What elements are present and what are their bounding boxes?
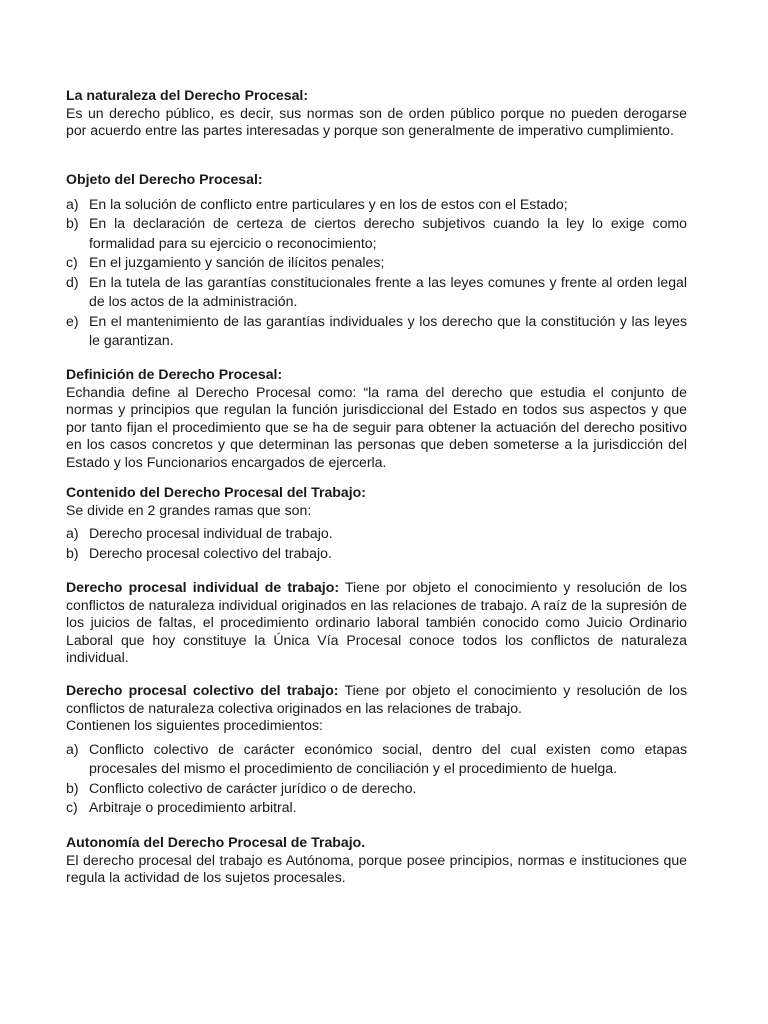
list-item-text: En la tutela de las garantías constitucionales frente a las leyes comunes y frente al orden legal de los actos de la administración. bbox=[89, 273, 687, 309]
section-contenido bbox=[66, 484, 687, 563]
list-marker: a) bbox=[66, 525, 79, 541]
list-marker: a) bbox=[66, 195, 79, 212]
paragraph-naturaleza: Es un derecho público, es decir, sus normas son de orden público porque no pueden derogarse por acuerdo entre las partes interesadas y porque son generalmente de imperativo cumplimiento. bbox=[66, 104, 687, 138]
list-marker: b) bbox=[66, 215, 79, 231]
list-item bbox=[66, 779, 687, 799]
heading-naturaleza: La naturaleza del Derecho Procesal: bbox=[66, 87, 309, 103]
list-contenido bbox=[66, 524, 687, 563]
paragraph-definicion: Echandia define al Derecho Procesal como: “la rama del derecho que estudia el conjunto de normas y principios que regulan la función jurisdiccional del Estado en todos sus aspectos y que por tanto fijan el procedimiento que se ha de seguir para obtener la actuación del derecho positivo en los casos concretos y que determinan las personas que deben someterse a la jurisdicción del Estado y los Funcionarios encargados de ejercerla. bbox=[66, 383, 687, 470]
list-item bbox=[66, 312, 687, 351]
list-item bbox=[66, 273, 687, 312]
paragraph-colectivo-text: Tiene por objeto el conocimiento y resolución de los conflictos de naturaleza colectiva originados en las relaciones de trabajo. bbox=[66, 682, 687, 716]
list-marker: a) bbox=[66, 740, 79, 757]
section-colectivo bbox=[66, 682, 687, 818]
list-item-text: En la declaración de certeza de ciertos derecho subjetivos cuando la ley lo exige como formalidad para su ejercicio o reconocimiento; bbox=[89, 215, 687, 251]
list-item-text: Arbitraje o procedimiento arbitral. bbox=[89, 799, 297, 815]
paragraph-individual-text: Tiene por objeto el conocimiento y resolución de los conflictos de naturaleza individual originados en las relaciones de trabajo. A raíz de la supresión de los juicios de faltas, el procedimiento ordinario laboral también conocido como Juicio Ordinario Laboral que hoy constituye la Única Vía Procesal conoce todos los conflictos de naturaleza individual. bbox=[66, 579, 687, 665]
heading-colectivo: Derecho procesal colectivo del trabajo: bbox=[66, 682, 339, 698]
heading-objeto: Objeto del Derecho Procesal: bbox=[66, 171, 263, 187]
list-item-text: Conflicto colectivo de carácter económico social, dentro del cual existen como etapas procesales del mismo el procedimiento de conciliación y el procedimiento de huelga. bbox=[89, 740, 687, 776]
section-autonomia bbox=[66, 834, 687, 887]
section-objeto bbox=[66, 171, 687, 351]
list-marker: c) bbox=[66, 254, 78, 270]
section-definicion bbox=[66, 366, 687, 471]
list-item-text: En el mantenimiento de las garantías individuales y los derecho que la constitución y las leyes le garantizan. bbox=[89, 312, 687, 348]
list-marker: e) bbox=[66, 312, 79, 329]
list-marker: d) bbox=[66, 273, 79, 290]
list-item bbox=[66, 740, 687, 779]
paragraph-contenido: Se divide en 2 grandes ramas que son: bbox=[66, 501, 312, 518]
paragraph-individual bbox=[66, 579, 687, 667]
list-item-text: Derecho procesal individual de trabajo. bbox=[89, 525, 333, 541]
heading-autonomia: Autonomía del Derecho Procesal de Trabajo. bbox=[66, 834, 366, 850]
list-marker: b) bbox=[66, 544, 79, 561]
list-item-text: Derecho procesal colectivo del trabajo. bbox=[89, 544, 332, 561]
list-item-text: Conflicto colectivo de carácter jurídico o de derecho. bbox=[89, 779, 417, 796]
list-item bbox=[66, 524, 687, 544]
section-naturaleza bbox=[66, 87, 687, 140]
heading-individual: Derecho procesal individual de trabajo: bbox=[66, 579, 340, 595]
list-item bbox=[66, 195, 687, 215]
list-procedimientos bbox=[66, 740, 687, 818]
list-item-text: En la solución de conflicto entre particulares y en los de estos con el Estado; bbox=[89, 195, 568, 212]
list-marker: b) bbox=[66, 779, 79, 796]
paragraph-colectivo bbox=[66, 682, 687, 717]
heading-definicion: Definición de Derecho Procesal: bbox=[66, 366, 283, 382]
list-objeto bbox=[66, 195, 687, 351]
list-item bbox=[66, 253, 687, 273]
list-item bbox=[66, 798, 687, 818]
list-item-text: En el juzgamiento y sanción de ilícitos penales; bbox=[89, 254, 385, 270]
paragraph-procedimientos: Contienen los siguientes procedimientos: bbox=[66, 717, 323, 733]
heading-contenido: Contenido del Derecho Procesal del Trabajo: bbox=[66, 484, 366, 500]
section-individual bbox=[66, 579, 687, 667]
list-marker: c) bbox=[66, 799, 78, 815]
list-item bbox=[66, 214, 687, 253]
paragraph-autonomia: El derecho procesal del trabajo es Autónoma, porque posee principios, normas e instituciones que regula la actividad de los sujetos procesales. bbox=[66, 851, 687, 885]
list-item bbox=[66, 544, 687, 564]
